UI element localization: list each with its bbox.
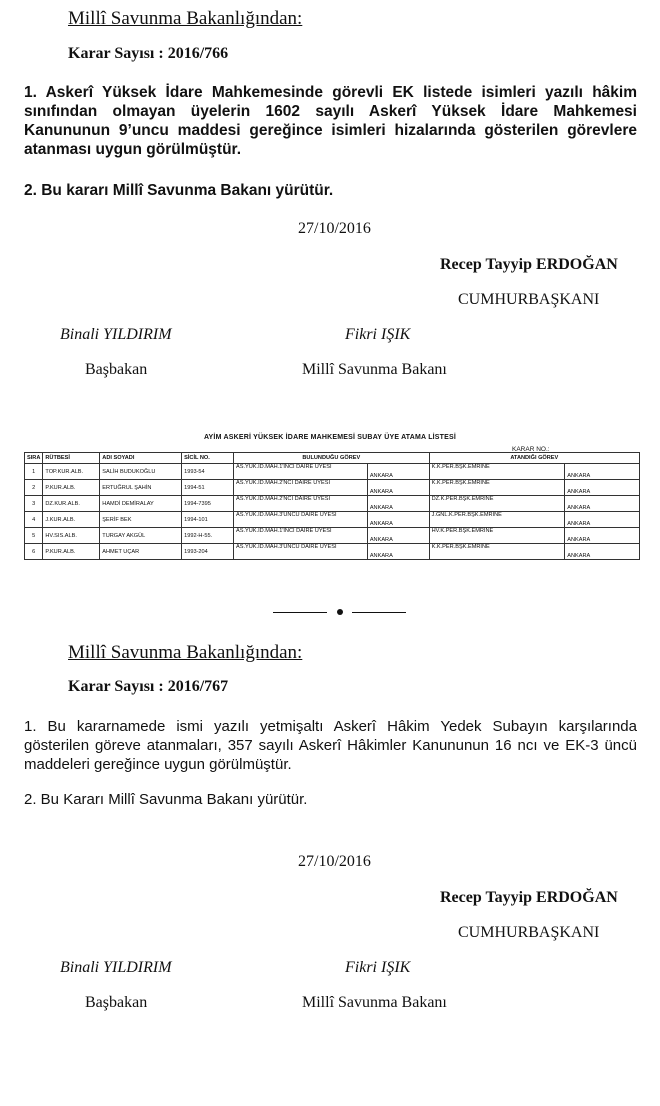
cell-rutbe: DZ.KUR.ALB. xyxy=(43,496,100,512)
cell-no: 2 xyxy=(25,480,43,496)
col-header-bulundugu-gorev: BULUNDUĞU GÖREV xyxy=(234,453,430,464)
cell-no: 4 xyxy=(25,512,43,528)
cell-rutbe: HV.SIS.ALB. xyxy=(43,528,100,544)
decree1-minister-name: Fikri IŞIK xyxy=(345,326,411,343)
cell-bulundugu-gorev: AS.YÜK.İD.MAH.2'NCİ DAİRE ÜYESİ xyxy=(234,496,368,512)
col-header-sicil: SİCİL NO. xyxy=(182,453,234,464)
cell-atandigi-gorev: HV.K.PER.BŞK.EMRİNE xyxy=(429,528,565,544)
decree1-pm-name: Binali YILDIRIM xyxy=(60,326,172,343)
col-header-ad-soyad: ADI SOYADI xyxy=(100,453,182,464)
cell-no: 3 xyxy=(25,496,43,512)
cell-atandigi-gorev: K.K.PER.BŞK.EMRİNE xyxy=(429,464,565,480)
cell-no: 5 xyxy=(25,528,43,544)
cell-bulundugu-gorev: AS.YÜK.İD.MAH.1'İNCİ DAİRE ÜYESİ xyxy=(234,528,368,544)
decree2-date: 27/10/2016 xyxy=(298,853,371,870)
cell-bulundugu-gorev: AS.YÜK.İD.MAH.3'ÜNCÜ DAİRE ÜYESİ xyxy=(234,544,368,560)
cell-atandigi-gorev: DZ.K.PER.BŞK.EMRİNE xyxy=(429,496,565,512)
cell-rutbe: TOP.KUR.ALB. xyxy=(43,464,100,480)
col-header-sira: SIRA xyxy=(25,453,43,464)
cell-sicil: 1992-H-55. xyxy=(182,528,234,544)
cell-ad-soyad: ŞERİF BEK xyxy=(100,512,182,528)
decree2-heading: Millî Savunma Bakanlığından: xyxy=(68,642,303,663)
annex-table xyxy=(24,452,640,560)
cell-sicil: 1994-7395 xyxy=(182,496,234,512)
cell-atandigi-il: ANKARA xyxy=(565,528,640,544)
decree1-item-1: 1. Askerî Yüksek İdare Mahkemesinde görevli EK listede isimleri yazılı hâkim sınıfından olmayan üyelerin 1602 sayılı Askerî Yüksek İdare Mahkemesi Kanununun 9’uncu maddesi gereğince isimleri hizalarında gösterilen görevlere atanması uygun görülmüştür. xyxy=(24,84,637,158)
table-row xyxy=(25,528,640,544)
decree2-president-title: CUMHURBAŞKANI xyxy=(458,924,600,941)
cell-sicil: 1994-101 xyxy=(182,512,234,528)
decree2-minister-name: Fikri IŞIK xyxy=(345,959,411,976)
cell-rutbe: P.KUR.ALB. xyxy=(43,480,100,496)
cell-atandigi-il: ANKARA xyxy=(565,480,640,496)
cell-il: ANKARA xyxy=(367,512,429,528)
decree1-president-title: CUMHURBAŞKANI xyxy=(458,291,600,308)
cell-atandigi-gorev: J.GNL.K.PER.BŞK.EMRİNE xyxy=(429,512,565,528)
decree2-minister-title: Millî Savunma Bakanı xyxy=(302,994,447,1011)
separator-line-right xyxy=(352,612,406,613)
cell-ad-soyad: ERTUĞRUL ŞAHİN xyxy=(100,480,182,496)
cell-bulundugu-gorev: AS.YÜK.İD.MAH.3'ÜNCÜ DAİRE ÜYESİ xyxy=(234,512,368,528)
cell-atandigi-il: ANKARA xyxy=(565,464,640,480)
decree2-pm-name: Binali YILDIRIM xyxy=(60,959,172,976)
decree1-pm-title: Başbakan xyxy=(85,361,148,378)
decree1-minister-title: Millî Savunma Bakanı xyxy=(302,361,447,378)
decree1-karar-sayisi: Karar Sayısı : 2016/766 xyxy=(68,45,229,62)
cell-atandigi-il: ANKARA xyxy=(565,496,640,512)
decree2-pm-title: Başbakan xyxy=(85,994,148,1011)
decree2-president-name: Recep Tayyip ERDOĞAN xyxy=(440,889,618,906)
decree1-heading: Millî Savunma Bakanlığından: xyxy=(68,8,303,29)
table-row xyxy=(25,480,640,496)
cell-sicil: 1993-54 xyxy=(182,464,234,480)
cell-sicil: 1993-204 xyxy=(182,544,234,560)
decree2-item-1: 1. Bu kararnamede ismi yazılı yetmişaltı Askerî Hâkim Yedek Subayın karşılarında gösterilen göreve atanmaları, 357 sayılı Askerî Hâkimler Kanununun 16 ncı ve EK-3 üncü maddeleri gereğince uygun görülmüştür. xyxy=(24,718,637,773)
cell-atandigi-gorev: K.K.PER.BŞK.EMRİNE xyxy=(429,480,565,496)
cell-il: ANKARA xyxy=(367,544,429,560)
cell-bulundugu-gorev: AS.YÜK.İD.MAH.1'İNCİ DAİRE ÜYESİ xyxy=(234,464,368,480)
annex-title: AYİM ASKERİ YÜKSEK İDARE MAHKEMESİ SUBAY ÜYE ATAMA LİSTESİ xyxy=(203,434,457,441)
annex-header-row xyxy=(25,453,640,464)
decree2-karar-sayisi: Karar Sayısı : 2016/767 xyxy=(68,678,229,695)
col-header-atandigi-gorev: ATANDIĞI GÖREV xyxy=(429,453,639,464)
cell-ad-soyad: AHMET UÇAR xyxy=(100,544,182,560)
table-row xyxy=(25,496,640,512)
decree1-president-name: Recep Tayyip ERDOĞAN xyxy=(440,256,618,273)
decree1-item-2: 2. Bu kararı Millî Savunma Bakanı yürütür. xyxy=(24,182,334,199)
annex-karar-no: KARAR NO.: xyxy=(512,446,550,453)
cell-atandigi-il: ANKARA xyxy=(565,512,640,528)
cell-sicil: 1994-51 xyxy=(182,480,234,496)
cell-rutbe: P.KUR.ALB. xyxy=(43,544,100,560)
cell-il: ANKARA xyxy=(367,480,429,496)
decree2-item-2: 2. Bu Kararı Millî Savunma Bakanı yürütür. xyxy=(24,791,308,808)
cell-atandigi-gorev: K.K.PER.BŞK.EMRİNE xyxy=(429,544,565,560)
separator-dot xyxy=(337,609,343,615)
cell-no: 6 xyxy=(25,544,43,560)
table-row xyxy=(25,464,640,480)
table-row xyxy=(25,544,640,560)
cell-no: 1 xyxy=(25,464,43,480)
separator-line-left xyxy=(273,612,327,613)
cell-rutbe: J.KUR.ALB. xyxy=(43,512,100,528)
table-row xyxy=(25,512,640,528)
cell-il: ANKARA xyxy=(367,528,429,544)
cell-ad-soyad: TURGAY AKGÜL xyxy=(100,528,182,544)
cell-il: ANKARA xyxy=(367,496,429,512)
cell-bulundugu-gorev: AS.YÜK.İD.MAH.2'NCİ DAİRE ÜYESİ xyxy=(234,480,368,496)
col-header-rutbe: RÜTBESİ xyxy=(43,453,100,464)
decree1-date: 27/10/2016 xyxy=(298,220,371,237)
cell-ad-soyad: SALİH BUDUKOĞLU xyxy=(100,464,182,480)
cell-ad-soyad: HAMDİ DEMİRALAY xyxy=(100,496,182,512)
cell-atandigi-il: ANKARA xyxy=(565,544,640,560)
cell-il: ANKARA xyxy=(367,464,429,480)
